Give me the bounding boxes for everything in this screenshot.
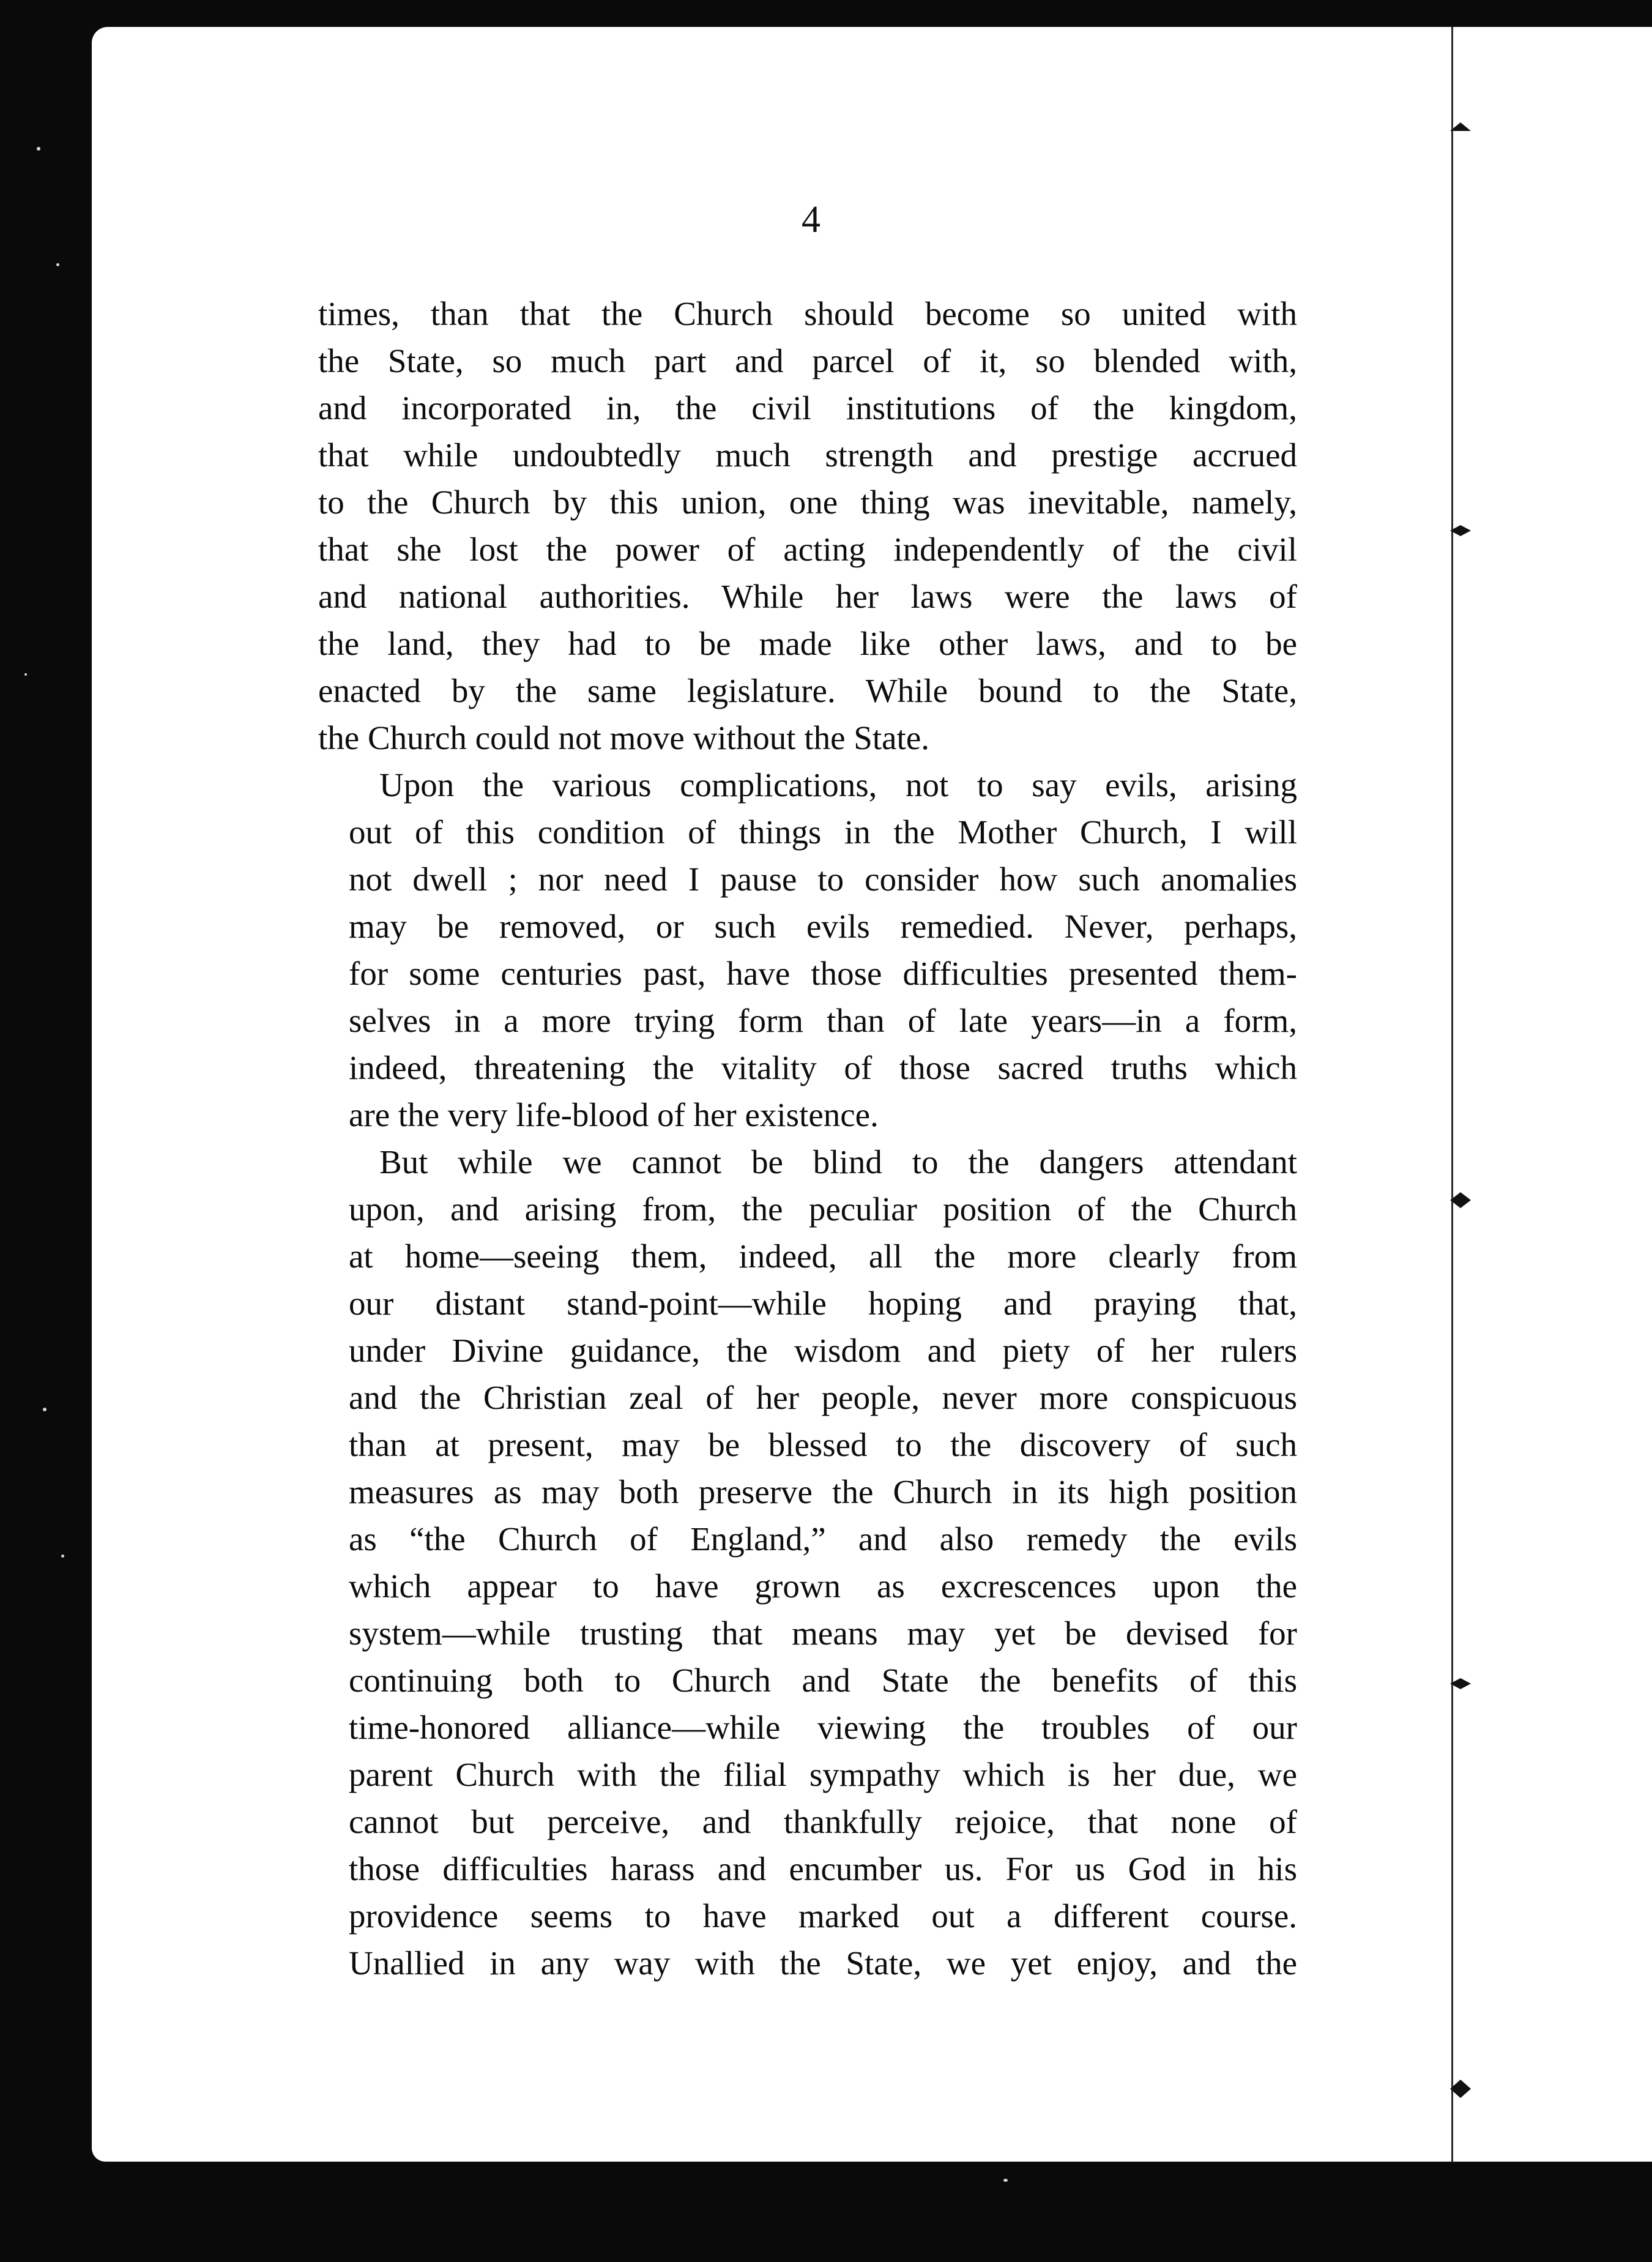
body-text xyxy=(318,290,1297,1987)
text-line: the land, they had to be made like other laws, and to be xyxy=(318,625,1297,662)
text-line: measures as may both preserve the Church in its high position xyxy=(349,1473,1297,1510)
text-line: the State, so much part and parcel of it, so blended with, xyxy=(318,342,1297,379)
text-line: indeed, threatening the vitality of those sacred truths which xyxy=(349,1049,1297,1086)
text-line: those difficulties harass and encumber us. For us God in his xyxy=(349,1850,1297,1887)
text-line: our distant stand-point—while hoping and praying that, xyxy=(349,1285,1297,1322)
dust-speck xyxy=(24,673,27,676)
text-line: not dwell ; nor need I pause to consider how such anomalies xyxy=(349,860,1297,898)
text-line: system—while trusting that means may yet be devised for xyxy=(349,1614,1297,1652)
text-line: upon, and arising from, the peculiar position of the Church xyxy=(349,1190,1297,1228)
dust-speck xyxy=(56,263,59,266)
text-line: as “the Church of England,” and also remedy the evils xyxy=(349,1520,1297,1558)
registration-mark-icon xyxy=(1450,520,1471,541)
text-line: to the Church by this union, one thing was inevitable, namely, xyxy=(318,483,1297,521)
text-line: times, than that the Church should become so united with xyxy=(318,295,1297,332)
dust-speck xyxy=(37,147,40,151)
text-line: the Church could not move without the State. xyxy=(318,719,929,756)
text-line: for some centuries past, have those difficulties presented them- xyxy=(349,955,1297,992)
text-line: cannot but perceive, and thankfully rejoice, that none of xyxy=(349,1803,1297,1840)
registration-mark-icon xyxy=(1450,1673,1471,1694)
dust-speck xyxy=(1003,2179,1008,2182)
text-line: which appear to have grown as excrescences upon the xyxy=(349,1567,1297,1605)
dust-speck xyxy=(43,1408,47,1411)
text-line: continuing both to Church and State the benefits of this xyxy=(349,1662,1297,1699)
text-line: and national authorities. While her laws were the laws of xyxy=(318,578,1297,615)
text-line: But while we cannot be blind to the dangers attendant xyxy=(379,1143,1297,1181)
text-line: at home—seeing them, indeed, all the more clearly from xyxy=(349,1237,1297,1275)
text-line: providence seems to have marked out a different course. xyxy=(349,1897,1297,1935)
dust-speck xyxy=(61,1555,64,1558)
text-line: and incorporated in, the civil institutions of the kingdom, xyxy=(318,389,1297,427)
text-line: Upon the various complications, not to say evils, arising xyxy=(379,766,1297,804)
text-line: are the very life-blood of her existence. xyxy=(349,1096,879,1133)
text-line: under Divine guidance, the wisdom and piety of her rulers xyxy=(349,1332,1297,1369)
text-line: selves in a more trying form than of late years—in a form, xyxy=(349,1002,1297,1039)
text-line: Unallied in any way with the State, we yet enjoy, and the xyxy=(349,1944,1297,1982)
paper-page xyxy=(92,27,1652,2162)
page-gutter-line xyxy=(1451,27,1453,2162)
registration-mark-icon xyxy=(1450,1190,1471,1211)
paragraph xyxy=(318,1138,1297,1987)
paragraph xyxy=(318,761,1297,1138)
paragraph xyxy=(318,290,1297,761)
text-line: out of this condition of things in the Mother Church, I will xyxy=(349,813,1297,851)
text-line: time-honored alliance—while viewing the troubles of our xyxy=(349,1709,1297,1746)
text-line: enacted by the same legislature. While bound to the State, xyxy=(318,672,1297,709)
text-line: parent Church with the filial sympathy which is her due, we xyxy=(349,1756,1297,1793)
text-line: and the Christian zeal of her people, never more conspicuous xyxy=(349,1379,1297,1416)
text-line: than at present, may be blessed to the discovery of such xyxy=(349,1426,1297,1463)
registration-mark-icon xyxy=(1450,2078,1471,2099)
registration-mark-icon xyxy=(1450,119,1471,140)
text-line: may be removed, or such evils remedied. Never, perhaps, xyxy=(349,908,1297,945)
text-line: that she lost the power of acting independently of the civil xyxy=(318,531,1297,568)
text-line: that while undoubtedly much strength and prestige accrued xyxy=(318,436,1297,474)
page-number: 4 xyxy=(802,199,820,241)
